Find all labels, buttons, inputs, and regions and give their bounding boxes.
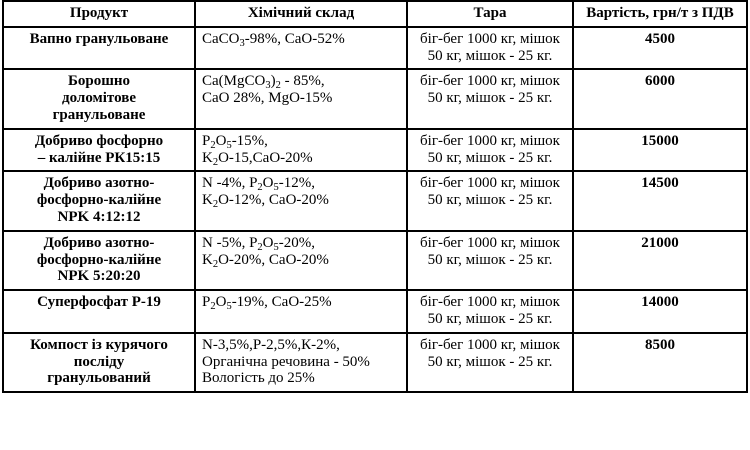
product-line: Компост із курячого — [30, 336, 168, 353]
table-row — [3, 290, 747, 333]
product-line: Суперфосфат Р-19 — [37, 294, 161, 311]
cell-product — [3, 69, 195, 128]
cell-chemical-composition — [195, 290, 407, 333]
packaging-line: 50 кг, мішок - 25 кг. — [427, 47, 553, 64]
cell-packaging — [407, 69, 573, 128]
cell-product — [3, 129, 195, 172]
packaging-line: 50 кг, мішок - 25 кг. — [427, 90, 553, 107]
column-header-chemical-composition: Хімічний склад — [195, 1, 407, 27]
product-line: NPK 4:12:12 — [57, 208, 141, 225]
table-header-row — [3, 1, 747, 27]
packaging-line: біг-бег 1000 кг, мішок — [420, 336, 560, 353]
product-line: посліду — [73, 353, 125, 370]
chemical-line: Вологість до 25% — [202, 370, 315, 387]
product-line: доломітове — [62, 90, 136, 107]
column-header-price: Вартість, грн/т з ПДВ — [573, 1, 747, 27]
cell-chemical-composition — [195, 129, 407, 172]
chemical-line: Органічна речовина - 50% — [202, 353, 370, 370]
cell-packaging — [407, 290, 573, 333]
cell-chemical-composition — [195, 69, 407, 128]
chemical-line: N -4%, $P_2O_5-12\%$, — [202, 175, 316, 194]
product-price-table — [2, 0, 748, 393]
cell-packaging — [407, 171, 573, 230]
table-row — [3, 27, 747, 70]
cell-chemical-composition — [195, 171, 407, 230]
packaging-line: біг-бег 1000 кг, мішок — [420, 294, 560, 311]
chemical-line: N-3,5%,Р-2,5%,К-2%, — [202, 336, 340, 353]
chemical-line: $P_2O_5-15\%$, — [202, 132, 268, 151]
packaging-line: 50 кг, мішок - 25 кг. — [427, 192, 553, 209]
packaging-line: 50 кг, мішок - 25 кг. — [427, 251, 553, 268]
column-header-product: Продукт — [3, 1, 195, 27]
chemical-line: CaCO$_3$-98%, CaO-52% — [202, 30, 345, 49]
cell-packaging — [407, 129, 573, 172]
packaging-line: біг-бег 1000 кг, мішок — [420, 175, 560, 192]
cell-price: 14500 — [573, 171, 747, 230]
column-header-packaging: Тара — [407, 1, 573, 27]
cell-product — [3, 290, 195, 333]
cell-chemical-composition — [195, 231, 407, 290]
packaging-line: 50 кг, мішок - 25 кг. — [427, 310, 553, 327]
product-line: гранульований — [47, 370, 151, 387]
cell-packaging — [407, 27, 573, 70]
cell-product — [3, 231, 195, 290]
product-line: Добриво фосфорно — [34, 132, 164, 149]
product-line: NPK 5:20:20 — [57, 268, 141, 285]
chemical-line: N -5%, $P_2O_5-20\%$, — [202, 234, 316, 253]
packaging-line: 50 кг, мішок - 25 кг. — [427, 353, 553, 370]
chemical-line: $K_2O-12\%$, CaO-20% — [202, 192, 329, 211]
table-row — [3, 333, 747, 392]
table-row — [3, 171, 747, 230]
cell-product — [3, 27, 195, 70]
table-body — [3, 27, 747, 392]
cell-price: 6000 — [573, 69, 747, 128]
cell-price: 8500 — [573, 333, 747, 392]
packaging-line: біг-бег 1000 кг, мішок — [420, 132, 560, 149]
cell-price: 4500 — [573, 27, 747, 70]
table-row — [3, 129, 747, 172]
cell-chemical-composition — [195, 333, 407, 392]
product-line: Вапно гранульоване — [29, 30, 169, 47]
product-line: – калійне РК15:15 — [37, 149, 161, 166]
product-line: фосфорно-калійне — [36, 192, 162, 209]
cell-product — [3, 171, 195, 230]
chemical-line: $K_2O-20\%$, CaO-20% — [202, 251, 329, 270]
product-line: Добриво азотно- — [43, 175, 155, 192]
table-row — [3, 69, 747, 128]
chemical-line: CaO 28%, MgO-15% — [202, 90, 333, 107]
packaging-line: біг-бег 1000 кг, мішок — [420, 30, 560, 47]
cell-price: 21000 — [573, 231, 747, 290]
product-line: Добриво азотно- — [43, 234, 155, 251]
table-row — [3, 231, 747, 290]
cell-chemical-composition — [195, 27, 407, 70]
cell-price: 15000 — [573, 129, 747, 172]
packaging-line: 50 кг, мішок - 25 кг. — [427, 149, 553, 166]
chemical-line: $Ca(MgCO_3)_2 - 85\%$, — [202, 73, 325, 92]
product-line: Борошно — [67, 73, 131, 90]
chemical-line: $P_2O_5-19\%$, CaO-25% — [202, 294, 332, 313]
cell-packaging — [407, 333, 573, 392]
product-line: фосфорно-калійне — [36, 251, 162, 268]
packaging-line: біг-бег 1000 кг, мішок — [420, 73, 560, 90]
cell-packaging — [407, 231, 573, 290]
product-line: гранульоване — [52, 106, 146, 123]
chemical-line: $K_2O-15,CaO-20\%$ — [202, 149, 313, 168]
cell-price: 14000 — [573, 290, 747, 333]
packaging-line: біг-бег 1000 кг, мішок — [420, 234, 560, 251]
cell-product — [3, 333, 195, 392]
